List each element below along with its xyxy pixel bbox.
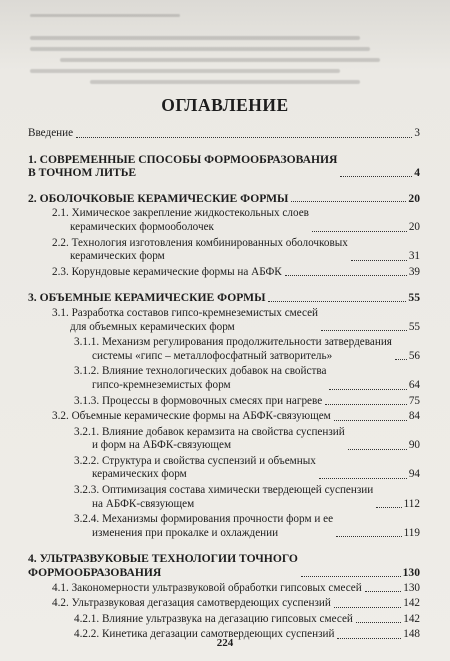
toc-entry-title: 3.1.2. Влияние технологических добавок на свойства гипсо-кремнеземистых форм — [74, 365, 327, 391]
toc-entry-title: 2. ОБОЛОЧКОВЫЕ КЕРАМИЧЕСКИЕ ФОРМЫ — [28, 191, 289, 205]
table-of-contents — [28, 127, 420, 642]
dot-leader — [334, 420, 407, 421]
toc-entry — [28, 552, 420, 579]
toc-page-number: 39 — [408, 265, 420, 278]
toc-entry — [28, 426, 420, 453]
toc-entry — [28, 597, 420, 611]
bleed-through-text — [0, 0, 450, 90]
toc-page-number: 142 — [403, 597, 420, 610]
page-number: 224 — [216, 637, 234, 649]
toc-page-number: 4 — [414, 166, 420, 180]
toc-page-number: 112 — [403, 497, 420, 510]
toc-page-number: 20 — [408, 191, 420, 205]
dot-leader — [365, 591, 401, 592]
dot-leader — [301, 576, 401, 577]
toc-entry-title: 2.1. Химическое закрепление жидкостекольных слоев керамических формооболочек — [52, 207, 309, 233]
toc-entry-title: 4.2.2. Кинетика дегазации самотвердеющих суспензий — [74, 628, 335, 641]
toc-entry — [28, 127, 420, 141]
dot-leader — [285, 275, 407, 276]
toc-entry — [28, 513, 420, 540]
toc-entry — [28, 365, 420, 392]
toc-entry-title: 4. УЛЬТРАЗВУКОВЫЕ ТЕХНОЛОГИИ ТОЧНОГО ФОРМООБРАЗОВАНИЯ — [28, 552, 298, 580]
toc-page-number: 3 — [414, 127, 420, 139]
toc-page-number: 56 — [408, 349, 420, 362]
toc-page-number: 130 — [403, 581, 420, 594]
dot-leader — [329, 389, 406, 390]
toc-entry — [28, 395, 420, 409]
toc-entry-title: 3.2. Объемные керамические формы на АБФК-связующем — [52, 410, 331, 423]
toc-entry-title: 3. ОБЪЕМНЫЕ КЕРАМИЧЕСКИЕ ФОРМЫ — [28, 291, 266, 305]
toc-entry-title: 2.3. Корундовые керамические формы на АБФК — [52, 265, 282, 278]
toc-entry — [28, 153, 420, 180]
dot-leader — [325, 404, 407, 405]
toc-entry — [28, 336, 420, 363]
dot-leader — [348, 449, 407, 450]
dot-leader — [356, 622, 401, 623]
dot-leader — [336, 536, 402, 537]
dot-leader — [395, 359, 407, 360]
toc-entry-title: 4.2. Ультразвуковая дегазация самотвердеющих суспензий — [52, 597, 331, 610]
dot-leader — [376, 507, 401, 508]
toc-entry-title: 4.1. Закономерности ультразвуковой обработки гипсовых смесей — [52, 581, 362, 594]
dot-leader — [312, 231, 407, 232]
toc-entry — [28, 307, 420, 334]
toc-entry-title: 4.2.1. Влияние ультразвука на дегазацию гипсовых смесей — [74, 612, 353, 625]
toc-entry-title: 3.2.1. Влияние добавок керамзита на свойства суспензий и форм на АБФК-связующем — [74, 425, 345, 452]
toc-entry-title: 1. СОВРЕМЕННЫЕ СПОСОБЫ ФОРМООБРАЗОВАНИЯ В ТОЧНОМ ЛИТЬЕ — [28, 152, 338, 180]
toc-page-number: 130 — [402, 566, 420, 580]
dot-leader — [321, 330, 407, 331]
dot-leader — [334, 607, 401, 608]
toc-page-number: 20 — [408, 220, 420, 233]
toc-page-number: 64 — [408, 378, 420, 391]
toc-page-number: 75 — [408, 394, 420, 407]
toc-entry — [28, 613, 420, 627]
dot-leader — [291, 201, 406, 202]
toc-page-number: 31 — [408, 250, 420, 263]
toc-entry-title: 3.1.1. Механизм регулирования продолжительности затвердевания системы «гипс – металлофосфатный затворитель» — [74, 336, 392, 362]
toc-entry — [28, 291, 420, 305]
toc-page-number: 142 — [403, 612, 420, 625]
toc-entry-title: 3.2.2. Структура и свойства суспензий и объемных керамических форм — [74, 454, 316, 481]
page-title: ОГЛАВЛЕНИЕ — [161, 95, 289, 115]
toc-entry — [28, 266, 420, 280]
dot-leader — [268, 301, 406, 302]
toc-page-number: 119 — [403, 526, 420, 539]
toc-page-number: 148 — [403, 628, 420, 641]
toc-entry — [28, 484, 420, 511]
toc-entry — [28, 207, 420, 234]
dot-leader — [340, 176, 412, 177]
toc-entry-title: 3.1. Разработка составов гипсо-кремнеземистых смесей для объемных керамических форм — [52, 306, 319, 333]
toc-entry-title: 3.2.4. Механизмы формирования прочности форм и ее изменения при прокалке и охлаждении — [74, 513, 334, 539]
toc-entry-title: 2.2. Технология изготовления комбинированных оболочковых керамических форм — [52, 236, 348, 263]
toc-page-number: 55 — [408, 291, 420, 305]
toc-entry — [28, 582, 420, 596]
toc-entry-title: 3.2.3. Оптимизация состава химически твердеющей суспензии на АБФК-связующем — [74, 484, 374, 510]
toc-entry-title: 3.1.3. Процессы в формовочных смесях при нагреве — [74, 394, 323, 407]
toc-entry — [28, 455, 420, 482]
toc-entry — [28, 237, 420, 264]
toc-entry — [28, 192, 420, 206]
toc-page-number: 84 — [408, 410, 420, 423]
toc-page-number: 94 — [408, 468, 420, 481]
toc-page-number: 55 — [408, 320, 420, 333]
toc-entry — [28, 410, 420, 424]
toc-entry-title: Введение — [28, 127, 74, 139]
dot-leader — [76, 137, 412, 138]
dot-leader — [351, 260, 407, 261]
dot-leader — [319, 478, 407, 479]
toc-page-number: 90 — [408, 439, 420, 452]
